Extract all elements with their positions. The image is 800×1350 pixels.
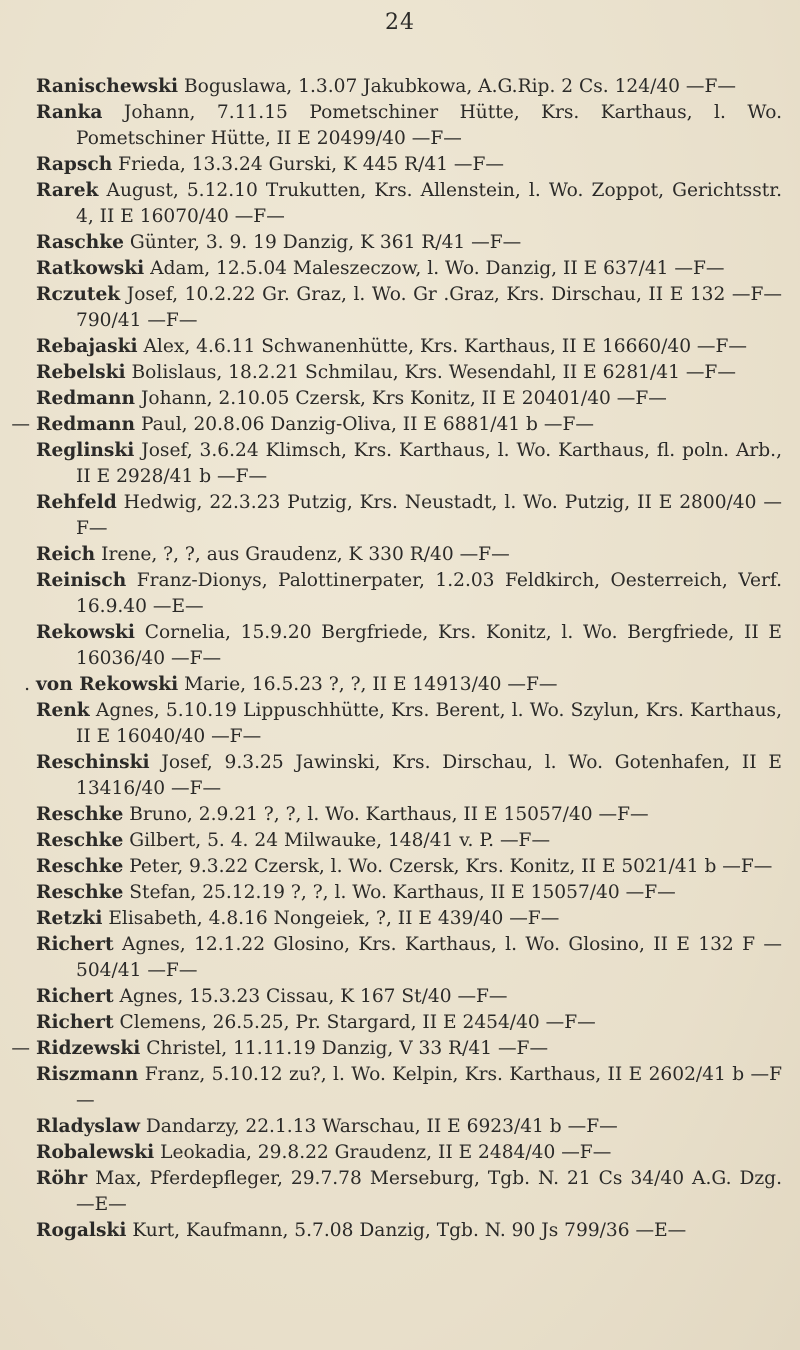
list-item bbox=[36, 1140, 782, 1166]
list-item bbox=[36, 698, 782, 750]
entry-details: Frieda, 13.3.24 Gurski, K 445 R/41 —F— bbox=[118, 154, 505, 175]
entry-surname: Ranka bbox=[36, 102, 103, 123]
entry-surname: Ratkowski bbox=[36, 258, 145, 279]
list-item bbox=[36, 178, 782, 230]
entry-details: Max, Pferdepfleger, 29.7.78 Merseburg, Tgb. N. 21 Cs 34/40 A.G. Dzg. —E— bbox=[76, 1168, 782, 1215]
entry-surname: Ranischewski bbox=[36, 76, 179, 97]
entry-surname: Reschke bbox=[36, 804, 124, 825]
entry-marker: — bbox=[11, 414, 30, 435]
entry-surname: von Rekowski bbox=[36, 674, 179, 695]
list-item bbox=[24, 672, 782, 698]
list-item bbox=[36, 568, 782, 620]
entry-details: Irene, ?, ?, aus Graudenz, K 330 R/40 —F— bbox=[101, 544, 510, 565]
entry-details: Agnes, 5.10.19 Lippuschhütte, Krs. Berent, l. Wo. Szylun, Krs. Karthaus, II E 16040/40 —F— bbox=[76, 700, 782, 747]
entry-details: Marie, 16.5.23 ?, ?, II E 14913/40 —F— bbox=[184, 674, 558, 695]
entry-details: Hedwig, 22.3.23 Putzig, Krs. Neustadt, l. Wo. Putzig, II E 2800/40 —F— bbox=[76, 492, 782, 539]
entry-surname: Reglinski bbox=[36, 440, 135, 461]
entry-surname: Reschke bbox=[36, 830, 124, 851]
entry-surname: Reich bbox=[36, 544, 96, 565]
list-item bbox=[36, 334, 782, 360]
entry-surname: Rebajaski bbox=[36, 336, 138, 357]
entry-details: Gilbert, 5. 4. 24 Milwauke, 148/41 v. P. —F— bbox=[129, 830, 551, 851]
entry-surname: Rekowski bbox=[36, 622, 135, 643]
list-item bbox=[36, 620, 782, 672]
list-item bbox=[36, 984, 782, 1010]
entry-details: August, 5.12.10 Trukutten, Krs. Allenstein, l. Wo. Zoppot, Gerichtsstr. 4, II E 16070/40 —F— bbox=[76, 180, 782, 227]
entry-marker: . bbox=[24, 674, 30, 695]
list-item bbox=[11, 412, 782, 438]
entry-surname: Raschke bbox=[36, 232, 124, 253]
entry-details: Johann, 2.10.05 Czersk, Krs Konitz, II E 20401/40 —F— bbox=[140, 388, 667, 409]
entry-surname: Rapsch bbox=[36, 154, 113, 175]
entry-details: Leokadia, 29.8.22 Graudenz, II E 2484/40 —F— bbox=[160, 1142, 612, 1163]
entry-details: Stefan, 25.12.19 ?, ?, l. Wo. Karthaus, II E 15057/40 —F— bbox=[129, 882, 676, 903]
entry-details: Franz-Dionys, Palottinerpater, 1.2.03 Feldkirch, Oesterreich, Verf. 16.9.40 —E— bbox=[76, 570, 782, 617]
list-item bbox=[36, 74, 782, 100]
page-number: 24 bbox=[385, 10, 415, 35]
list-item bbox=[36, 802, 782, 828]
entry-surname: Riszmann bbox=[36, 1064, 139, 1085]
entry-details: Bolislaus, 18.2.21 Schmilau, Krs. Wesendahl, II E 6281/41 —F— bbox=[131, 362, 736, 383]
list-item bbox=[36, 438, 782, 490]
entry-surname: Robalewski bbox=[36, 1142, 155, 1163]
entry-details: Peter, 9.3.22 Czersk, l. Wo. Czersk, Krs. Konitz, II E 5021/41 b —F— bbox=[129, 856, 773, 877]
entry-surname: Rarek bbox=[36, 180, 99, 201]
entry-details: Agnes, 15.3.23 Cissau, K 167 St/40 —F— bbox=[119, 986, 508, 1007]
entry-details: Bruno, 2.9.21 ?, ?, l. Wo. Karthaus, II E 15057/40 —F— bbox=[129, 804, 649, 825]
list-item bbox=[36, 880, 782, 906]
entry-details: Franz, 5.10.12 zu?, l. Wo. Kelpin, Krs. Karthaus, II E 2602/41 b —F— bbox=[76, 1064, 782, 1111]
entry-surname: Reschke bbox=[36, 856, 124, 877]
entry-surname: Redmann bbox=[36, 388, 136, 409]
entry-surname: Rladyslaw bbox=[36, 1116, 140, 1137]
list-item bbox=[36, 828, 782, 854]
list-item bbox=[36, 542, 782, 568]
entry-surname: Richert bbox=[36, 1012, 114, 1033]
entry-surname: Richert bbox=[36, 986, 114, 1007]
list-item bbox=[36, 230, 782, 256]
entry-surname: Rehfeld bbox=[36, 492, 117, 513]
entry-details: Johann, 7.11.15 Pometschiner Hütte, Krs. Karthaus, l. Wo. Pometschiner Hütte, II E 20499/40 —F— bbox=[76, 102, 782, 149]
entry-list bbox=[11, 74, 782, 1244]
entry-surname: Renk bbox=[36, 700, 90, 721]
entry-details: Christel, 11.11.19 Danzig, V 33 R/41 —F— bbox=[146, 1038, 549, 1059]
list-item bbox=[36, 282, 782, 334]
entry-details: Paul, 20.8.06 Danzig-Oliva, II E 6881/41 b —F— bbox=[140, 414, 594, 435]
entry-details: Dandarzy, 22.1.13 Warschau, II E 6923/41 b —F— bbox=[145, 1116, 618, 1137]
list-item bbox=[36, 152, 782, 178]
entry-surname: Reinisch bbox=[36, 570, 127, 591]
entry-surname: Rebelski bbox=[36, 362, 126, 383]
entry-surname: Richert bbox=[36, 934, 114, 955]
list-item bbox=[36, 932, 782, 984]
entry-details: Adam, 12.5.04 Maleszeczow, l. Wo. Danzig, II E 637/41 —F— bbox=[150, 258, 725, 279]
entry-details: Josef, 3.6.24 Klimsch, Krs. Karthaus, l. Wo. Karthaus, fl. poln. Arb., II E 2928/41 b —F— bbox=[76, 440, 782, 487]
list-item bbox=[36, 386, 782, 412]
entry-surname: Redmann bbox=[36, 414, 136, 435]
entry-details: Alex, 4.6.11 Schwanenhütte, Krs. Karthaus, II E 16660/40 —F— bbox=[143, 336, 748, 357]
entry-details: Elisabeth, 4.8.16 Nongeiek, ?, II E 439/40 —F— bbox=[108, 908, 560, 929]
entry-surname: Rczutek bbox=[36, 284, 121, 305]
list-item bbox=[36, 490, 782, 542]
list-item bbox=[36, 1114, 782, 1140]
list-item bbox=[36, 1062, 782, 1114]
list-item bbox=[36, 1166, 782, 1218]
entry-details: Josef, 10.2.22 Gr. Graz, l. Wo. Gr .Graz, Krs. Dirschau, II E 132 —F— 790/41 —F— bbox=[76, 284, 782, 331]
entry-surname: Reschinski bbox=[36, 752, 150, 773]
entry-details: Cornelia, 15.9.20 Bergfriede, Krs. Konitz, l. Wo. Bergfriede, II E 16036/40 —F— bbox=[76, 622, 782, 669]
entry-surname: Reschke bbox=[36, 882, 124, 903]
list-item bbox=[36, 854, 782, 880]
list-item bbox=[36, 1218, 782, 1244]
entry-marker: — bbox=[11, 1038, 30, 1059]
list-item bbox=[36, 100, 782, 152]
entry-details: Josef, 9.3.25 Jawinski, Krs. Dirschau, l. Wo. Gotenhafen, II E 13416/40 —F— bbox=[76, 752, 782, 799]
list-item bbox=[36, 750, 782, 802]
entry-details: Agnes, 12.1.22 Glosino, Krs. Karthaus, l. Wo. Glosino, II E 132 F — 504/41 —F— bbox=[76, 934, 782, 981]
entry-details: Clemens, 26.5.25, Pr. Stargard, II E 2454/40 —F— bbox=[119, 1012, 596, 1033]
entry-surname: Rogalski bbox=[36, 1220, 127, 1241]
entry-surname: Röhr bbox=[36, 1168, 88, 1189]
list-item bbox=[36, 256, 782, 282]
entry-details: Boguslawa, 1.3.07 Jakubkowa, A.G.Rip. 2 Cs. 124/40 —F— bbox=[184, 76, 737, 97]
list-item bbox=[36, 360, 782, 386]
list-item bbox=[36, 1010, 782, 1036]
entry-details: Günter, 3. 9. 19 Danzig, K 361 R/41 —F— bbox=[129, 232, 522, 253]
entry-details: Kurt, Kaufmann, 5.7.08 Danzig, Tgb. N. 90 Js 799/36 —E— bbox=[132, 1220, 687, 1241]
entry-surname: Ridzewski bbox=[36, 1038, 141, 1059]
list-item bbox=[36, 906, 782, 932]
list-item bbox=[11, 1036, 782, 1062]
entry-surname: Retzki bbox=[36, 908, 103, 929]
